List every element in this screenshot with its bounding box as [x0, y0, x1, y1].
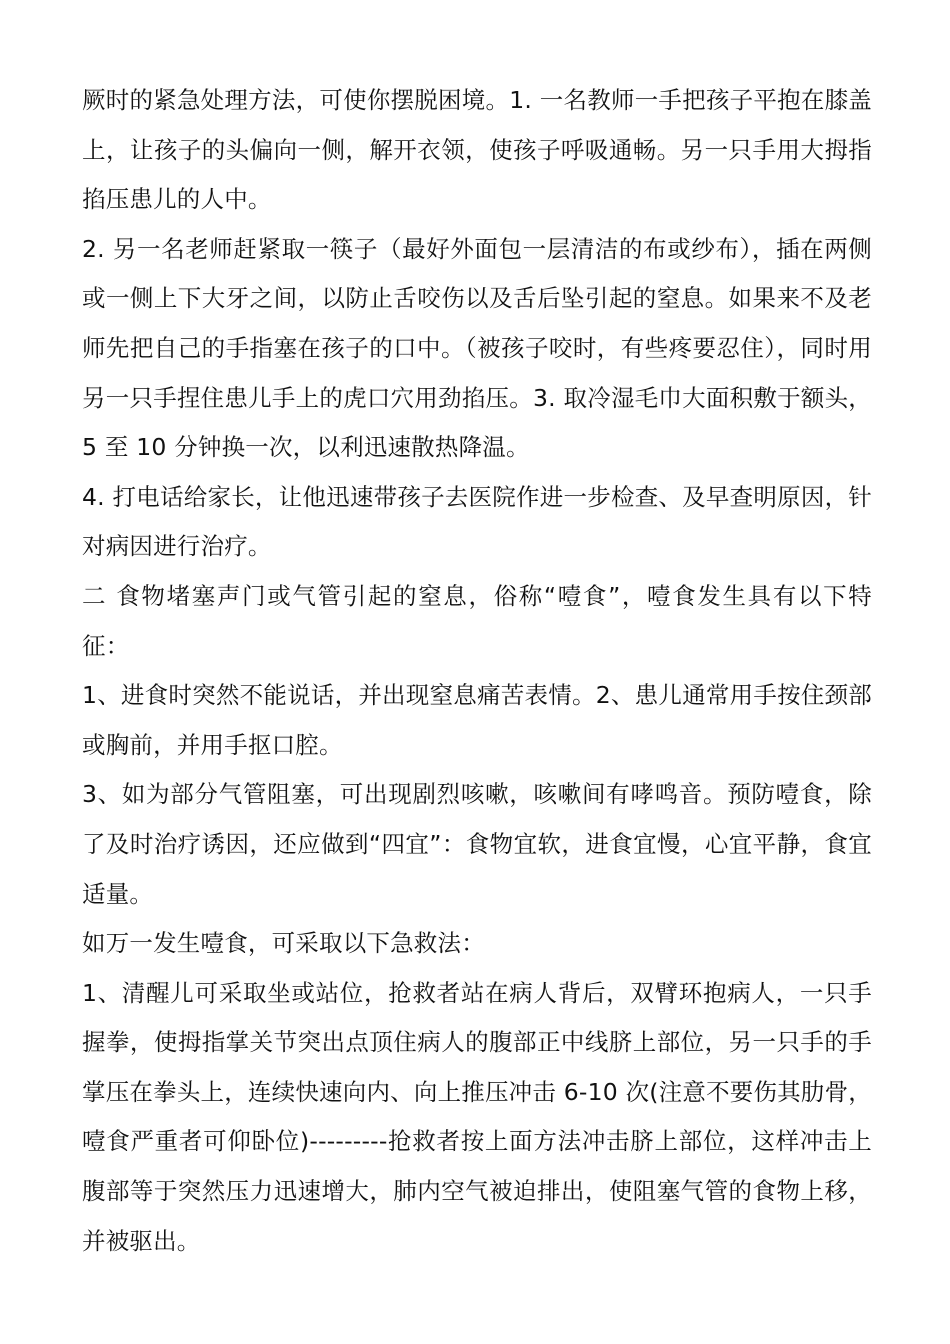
document-body [82, 76, 872, 1266]
paragraph-convulsion-first-aid-2: 2. 另一名老师赶紧取一筷子（最好外面包一层清洁的布或纱布），插在两侧或一侧上下大牙之间，以防止舌咬伤以及舌后坠引起的窒息。如果来不及老师先把自己的手指塞在孩子的口中。（被孩子咬时，有些疼要忍住），同时用另一只手捏住患儿手上的虎口穴用劲掐压。3. 取冷湿毛巾大面积敷于额头，5 至 10 分钟换一次，以利迅速散热降温。 [82, 234, 872, 462]
paragraph-convulsion-first-aid-1: 厥时的紧急处理方法，可使你摆脱困境。1. 一名教师一手把孩子平抱在膝盖上，让孩子的头偏向一侧，解开衣领，使孩子呼吸通畅。另一只手用大拇指掐压患儿的人中。 [82, 86, 872, 214]
paragraph-first-aid-intro: 如万一发生噎食，可采取以下急救法： [82, 929, 485, 958]
section-heading-choking: 二 食物堵塞声门或气管引起的窒息，俗称“噎食”，噎食发生具有以下特征： [82, 581, 872, 660]
paragraph-call-parents: 4. 打电话给家长，让他迅速带孩子去医院作进一步检查、及早查明原因，针对病因进行治疗。 [82, 482, 872, 561]
paragraph-first-aid-method-1: 1、清醒儿可采取坐或站位，抢救者站在病人背后，双臂环抱病人，一只手握拳，使拇指掌关节突出点顶住病人的腹部正中线脐上部位，另一只手的手掌压在拳头上，连续快速向内、向上推压冲击 6-10 次(注意不要伤其肋骨，噎食严重者可仰卧位)---------抢救者按上面方法冲击脐上部位，这样冲击上腹部等于突然压力迅速增大，肺内空气被迫排出，使阻塞气管的食物上移，并被驱出。 [82, 978, 872, 1255]
paragraph-choking-signs-3: 3、如为部分气管阻塞，可出现剧烈咳嗽，咳嗽间有哮鸣音。预防噎食，除了及时治疗诱因，还应做到“四宜”：食物宜软，进食宜慢，心宜平静，食宜适量。 [82, 780, 872, 908]
paragraph-choking-signs-1: 1、进食时突然不能说话，并出现窒息痛苦表情。2、患儿通常用手按住颈部或胸前，并用手抠口腔。 [82, 681, 872, 759]
